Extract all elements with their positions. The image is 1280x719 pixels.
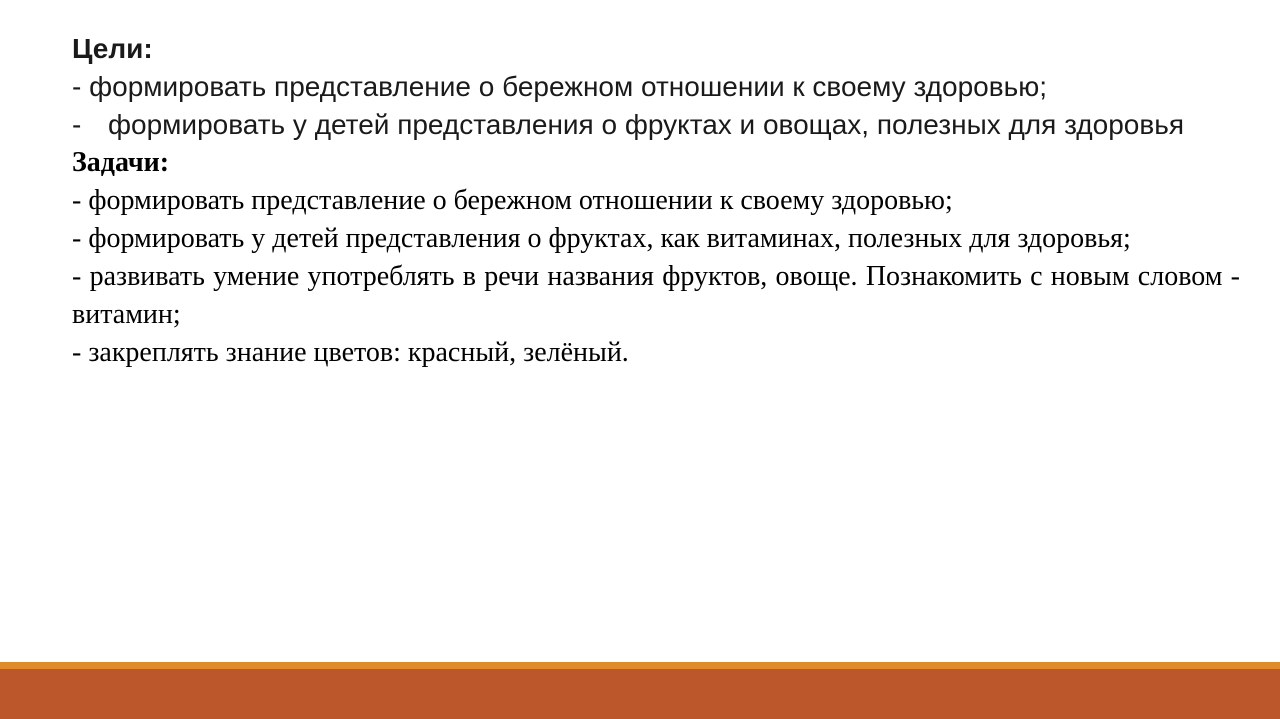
tasks-item-2: - формировать у детей представления о фруктах, как витаминах, полезных для здоровья; <box>72 223 1131 254</box>
tasks-item-4: - закреплять знание цветов: красный, зелёный. <box>72 337 629 368</box>
goals-item-1: - формировать представление о бережном отношении к своему здоровью; <box>72 71 1047 102</box>
goals-item-2-dash: - <box>72 109 82 140</box>
tasks-item-3: - развивать умение употреблять в речи названия фруктов, овоще. Познакомить с новым словом - витамин; <box>72 261 1240 330</box>
tasks-heading: Задачи: <box>72 147 170 178</box>
footer-band <box>0 669 1280 719</box>
goals-item-2 <box>72 106 1240 144</box>
goals-heading: Цели: <box>72 33 153 64</box>
tasks-item-1: - формировать представление о бережном отношении к своему здоровью; <box>72 185 953 216</box>
footer-accent-stripe <box>0 662 1280 669</box>
slide-content <box>72 30 1240 372</box>
goals-item-2-text: формировать у детей представления о фруктах и овощах, полезных для здоровья <box>108 109 1184 140</box>
